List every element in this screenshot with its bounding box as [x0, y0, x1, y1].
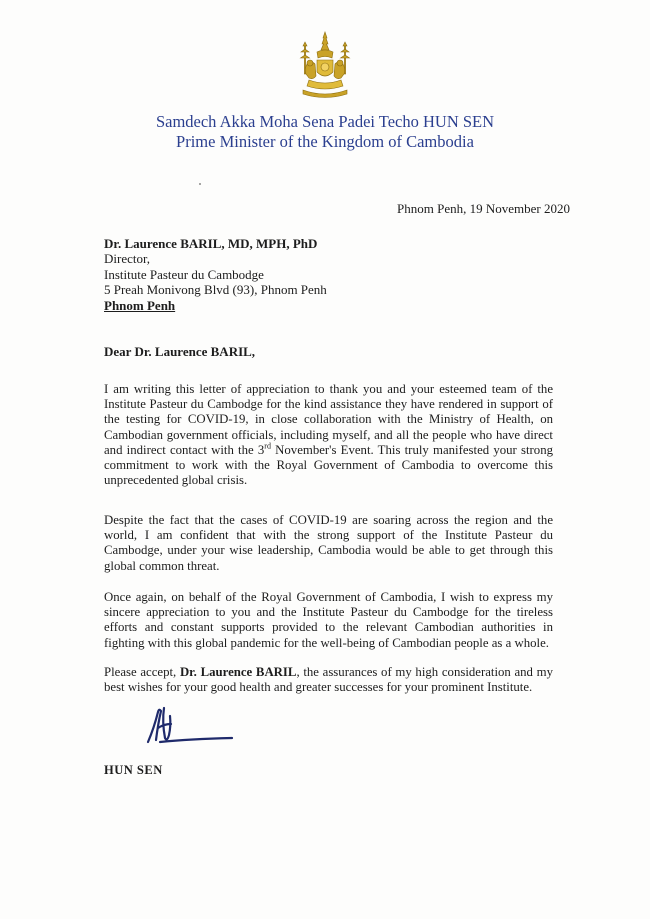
paragraph-line: global common threat. — [104, 558, 220, 573]
paragraph-line: I am writing this letter of appreciation to thank you and your esteemed team of the — [104, 382, 553, 396]
royal-crest-icon — [289, 30, 361, 102]
salutation: Dear Dr. Laurence BARIL, — [104, 344, 256, 359]
signer-name: HUN SEN — [104, 763, 163, 777]
recipient-city: Phnom Penh — [104, 297, 176, 313]
paragraph-line: the testing for COVID-19, in close collaboration with the Ministry of Health, on — [104, 412, 553, 427]
handwritten-signature-icon — [140, 702, 240, 748]
ordinal-suffix: rd — [264, 441, 271, 451]
paragraph-line: Once again, on behalf of the Royal Government of Cambodia, I wish to express my — [104, 590, 553, 604]
paragraph-line: unprecedented global crisis. — [104, 473, 248, 488]
paragraph-line: Cambodge, under your wise leadership, Cambodia would be able to get through this — [104, 543, 553, 558]
paper-speck — [199, 183, 201, 185]
line-part: , the assurances of my high consideration and my — [296, 665, 553, 679]
recipient-address: 5 Preah Monivong Blvd (93), Phnom Penh — [104, 282, 327, 298]
paragraph-line: best wishes for your good health and greater successes for your prominent Institute. — [104, 680, 533, 695]
letter-date: Phnom Penh, 19 November 2020 — [397, 201, 570, 216]
paragraph-line: Despite the fact that the cases of COVID-19 are soaring across the region and the — [104, 513, 553, 527]
paragraph-2 — [104, 513, 553, 574]
recipient-position: Director, — [104, 251, 151, 267]
paragraph-line — [104, 443, 553, 458]
paragraph-1 — [104, 382, 553, 488]
recipient-name-inline: Dr. Laurence BARIL — [179, 665, 297, 679]
line-part: November's Event. This truly manifested your strong — [270, 442, 553, 457]
paragraph-3 — [104, 590, 553, 651]
recipient-name: Dr. Laurence BARIL, MD, MPH, PhD — [104, 236, 318, 251]
line-part: and indirect contact with the 3 — [104, 442, 265, 457]
sender-title: Prime Minister of the Kingdom of Cambodia — [176, 132, 474, 151]
paragraph-line: sincere appreciation to you and the Institute Pasteur du Cambodge for the tireless — [104, 605, 553, 620]
paragraph-line: efforts and constant supports provided to the relevant Cambodian authorities in — [104, 620, 553, 635]
recipient-block — [104, 236, 327, 313]
paragraph-line: fighting with this global pandemic for the well-being of Cambodian people as a whole. — [104, 635, 549, 650]
paragraph-line: Cambodian government officials, including myself, and all the people who have direct — [104, 427, 553, 442]
paragraph-line: world, I am confident that with the strong support of the Institute Pasteur du — [104, 528, 553, 543]
sender-name: Samdech Akka Moha Sena Padei Techo HUN SEN — [155, 112, 495, 131]
paragraph-line: commitment to work with the Royal Government of Cambodia to overcome this — [104, 458, 553, 473]
recipient-organization: Institute Pasteur du Cambodge — [104, 266, 264, 282]
line-part: Please accept, — [104, 665, 180, 679]
paragraph-4 — [104, 665, 553, 695]
paragraph-line — [104, 665, 553, 680]
paragraph-line: Institute Pasteur du Cambodge for the kind assistance they have rendered in support of — [104, 397, 553, 412]
